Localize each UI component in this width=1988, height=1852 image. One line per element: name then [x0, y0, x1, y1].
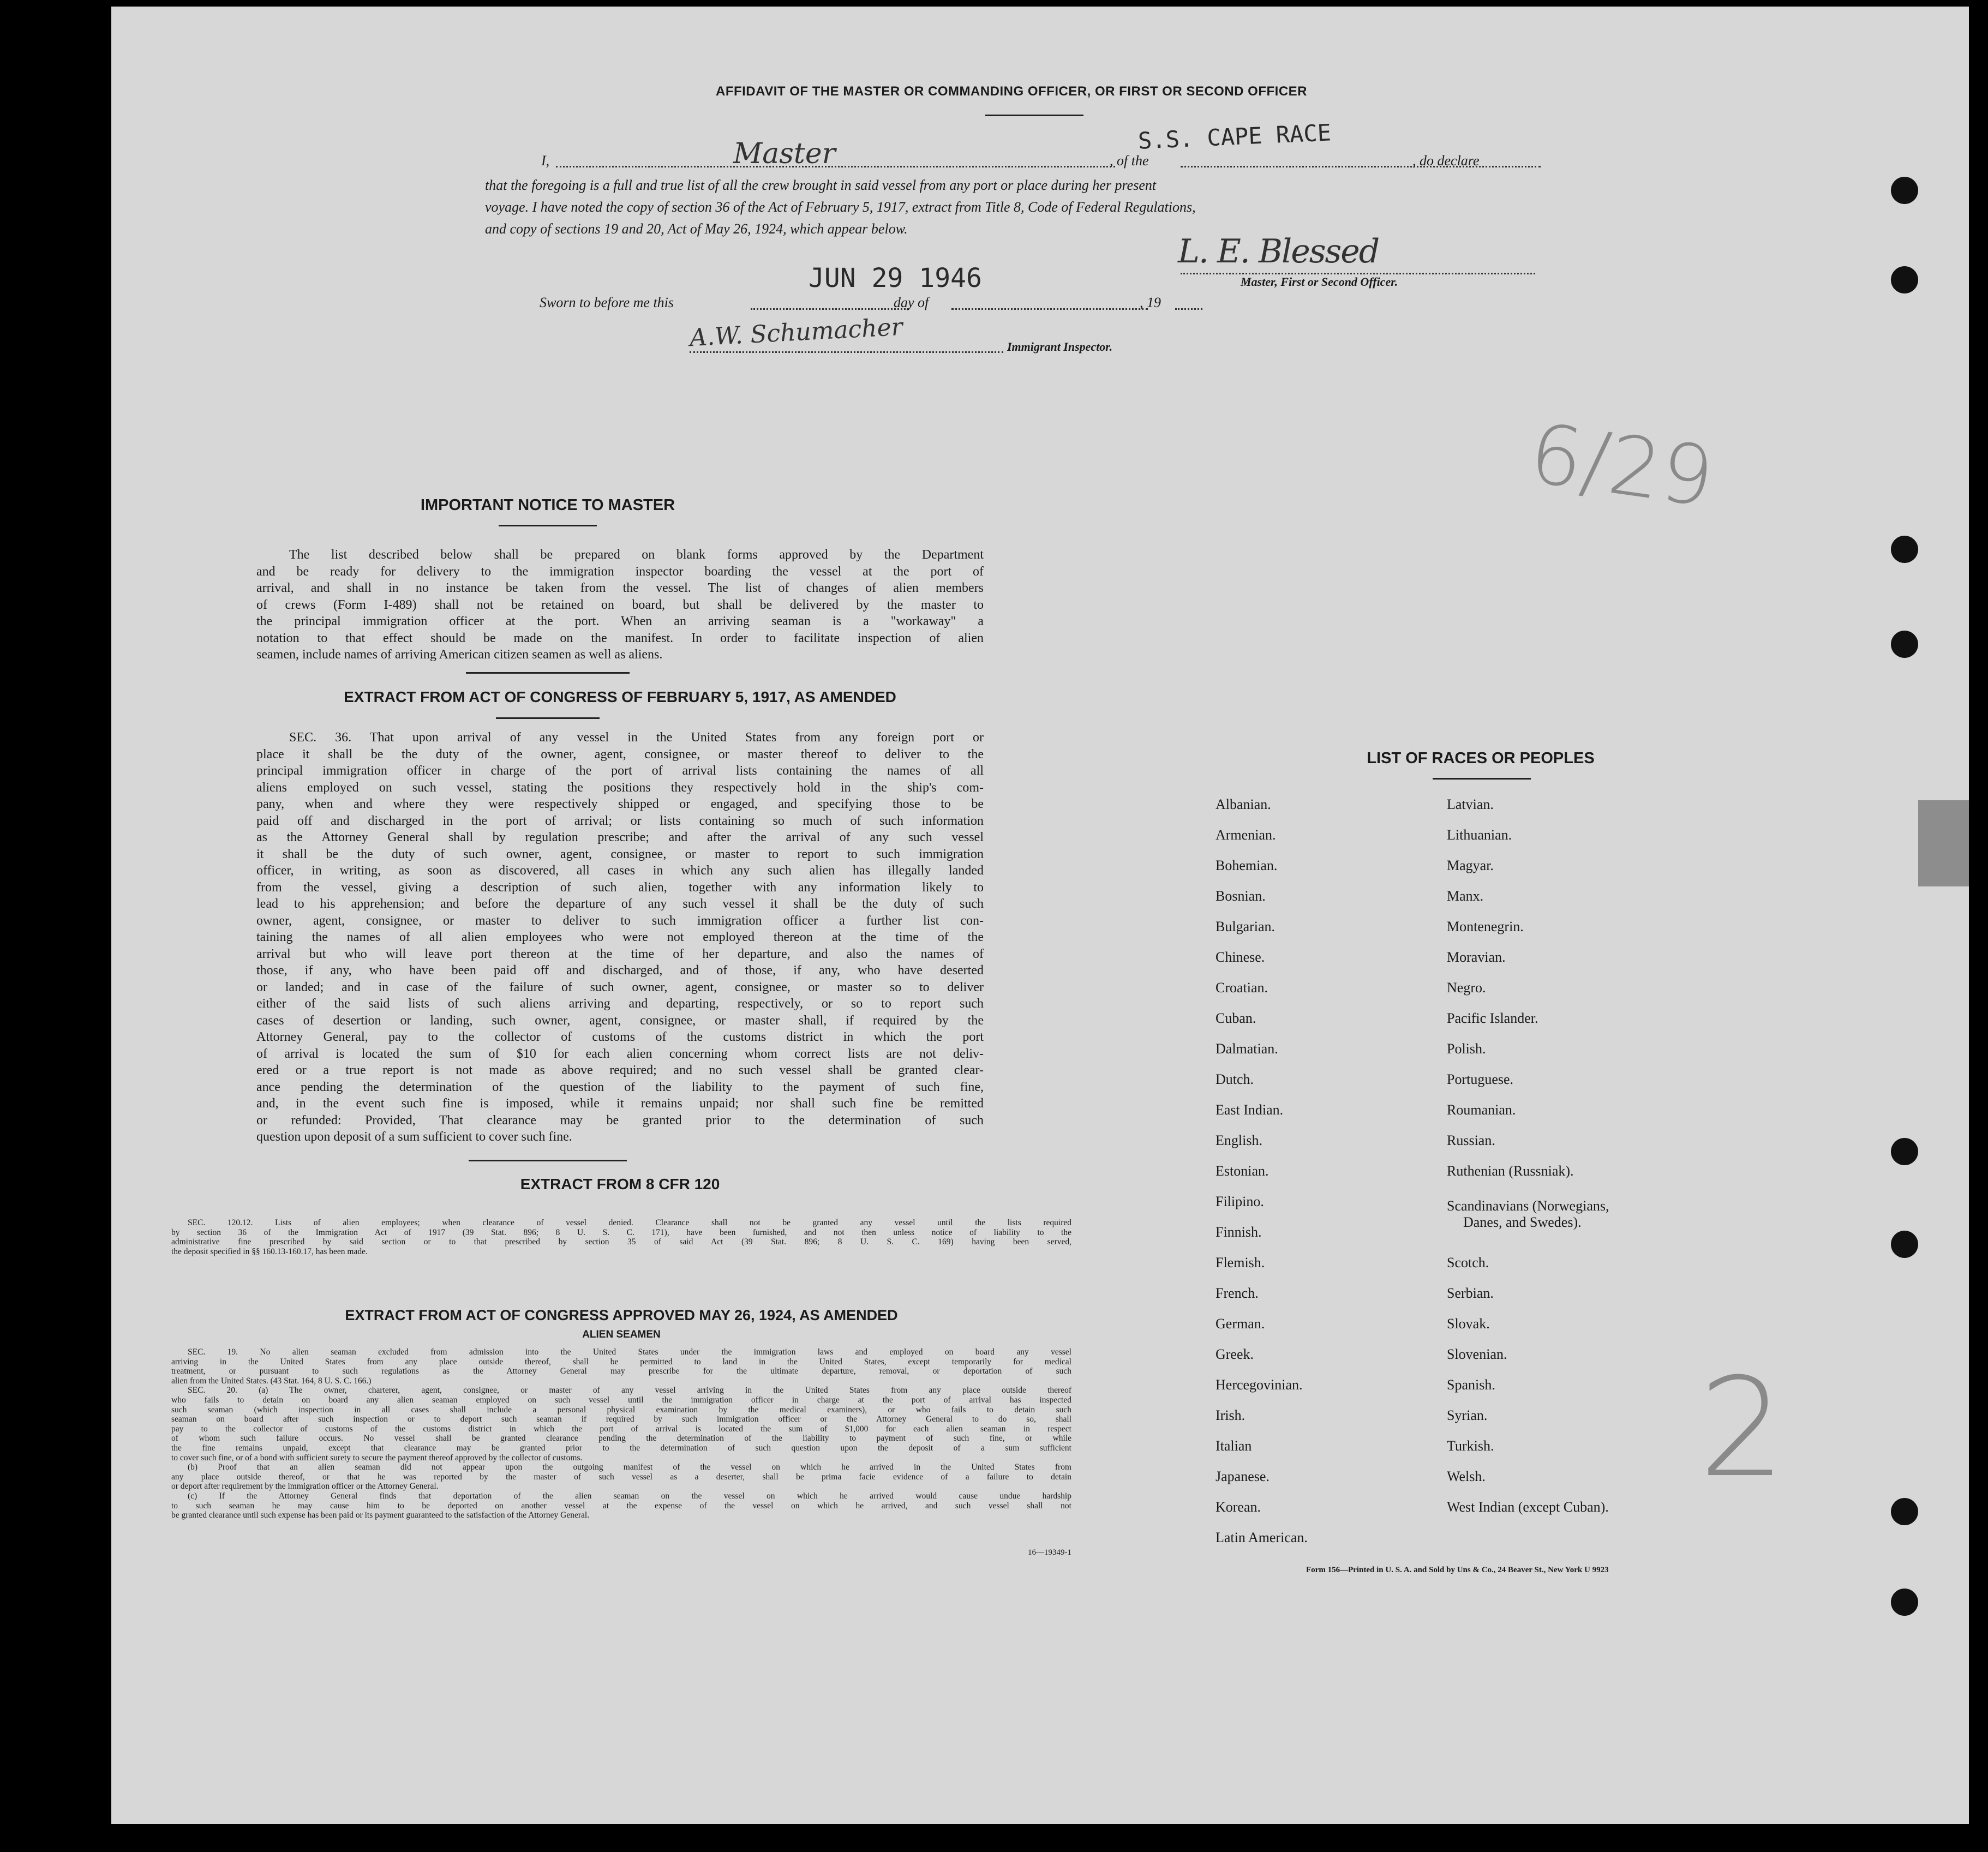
- race-right: Montenegrin.: [1447, 919, 1524, 934]
- extract-1917-title: EXTRACT FROM ACT OF CONGRESS OF FEBRUARY 5, 1917, AS AMENDED: [344, 688, 896, 705]
- master-caption: Master, First or Second Officer.: [1241, 275, 1398, 289]
- affidavit-line-3: voyage. I have noted the copy of section 36 of the Act of February 5, 1917, extract from Title 8, Code of Federal Regulations,: [485, 199, 1196, 215]
- sec-line: be granted clearance until such expense has been paid or its payment guaranteed to the satisfaction of the Attorney General.: [171, 1511, 590, 1520]
- race-right: Negro.: [1447, 980, 1486, 996]
- cfr-line: administrative fine prescribed by said section or to that prescribed by section 35 of said Act (39 Stat. 896; 8 U. S. C. 169) having been served,: [171, 1237, 1071, 1247]
- master-signature-line: [1181, 273, 1535, 274]
- affidavit-i-label: I,: [541, 153, 550, 169]
- sec-36-line: lead to his apprehension; and before the departure of any such vessel it shall be the duty of such: [256, 897, 984, 911]
- extract-1924-body: [171, 1347, 1071, 1520]
- sec-36-line: owner, agent, consignee, or master to deliver to such immigration officer a further list con-: [256, 913, 984, 928]
- notice-line: of crews (Form I-489) shall not be retained on board, but shall be delivered by the master to: [256, 597, 984, 612]
- race-right: Russian.: [1447, 1132, 1495, 1148]
- race-right: Turkish.: [1447, 1438, 1494, 1454]
- affidavit-line-2: that the foregoing is a full and true list of all the crew brought in said vessel from any port or place during her present: [485, 177, 1157, 193]
- sec-line: SEC. 19. No alien seaman excluded from admission into the United States under the immigration laws and employed on board any vessel: [188, 1347, 1071, 1357]
- extract-1917-bottom-divider: [469, 1160, 627, 1161]
- sec-36-line: place it shall be the duty of the owner, agent, consignee, or master thereof to deliver to the: [256, 747, 984, 762]
- race-left: Dalmatian.: [1215, 1041, 1278, 1057]
- race-right: Lithuanian.: [1447, 827, 1512, 843]
- notice-line: notation to that effect should be made on the manifest. In order to facilitate inspection of alien: [256, 631, 984, 645]
- race-right: Portuguese.: [1447, 1071, 1514, 1087]
- sec-36-line: SEC. 36. That upon arrival of any vessel in the United States from any foreign port or: [289, 730, 984, 745]
- form-code: 16—19349-1: [1028, 1548, 1071, 1557]
- notice-title-divider: [499, 525, 597, 526]
- race-left: Latin American.: [1215, 1530, 1308, 1545]
- pencil-page-number: 2: [1699, 1348, 1786, 1507]
- vessel-blank: [1181, 166, 1541, 167]
- sec-36-line: ance pending the determination of the question of the liability to the payment of such fine,: [256, 1080, 984, 1094]
- sec-36-line: question upon deposit of a sum sufficient to cover such fine.: [256, 1130, 572, 1144]
- sec-36-line: or refunded: Provided, That clearance may be granted prior to the determination of such: [256, 1113, 984, 1128]
- binder-hole: [1891, 631, 1918, 658]
- race-right: West Indian (except Cuban).: [1447, 1499, 1609, 1515]
- race-left: Chinese.: [1215, 949, 1265, 965]
- affidavit-of-the: , of the: [1110, 153, 1149, 169]
- sec-line: SEC. 20. (a) The owner, charterer, agent, consignee, or master of any vessel arriving in the United States from any place outside thereof: [188, 1386, 1071, 1395]
- sec-36-line: of arrival is located the sum of $10 for each alien concerning whom correct lists are not deliv-: [256, 1046, 984, 1061]
- race-right: Pacific Islander.: [1447, 1010, 1538, 1026]
- sec-36-line: from the vessel, giving a description of such alien, together with any information likely to: [256, 880, 984, 895]
- race-left: Finnish.: [1215, 1224, 1262, 1240]
- race-right: Latvian.: [1447, 796, 1494, 812]
- race-left: Cuban.: [1215, 1010, 1256, 1026]
- race-left: Japanese.: [1215, 1469, 1270, 1484]
- race-right: Magyar.: [1447, 858, 1494, 873]
- sec-36-line: principal immigration officer in charge of the port of arrival lists containing the names of all: [256, 764, 984, 778]
- sec-line: alien from the United States. (43 Stat. 164, 8 U. S. C. 166.): [171, 1376, 372, 1386]
- cfr-line: SEC. 120.12. Lists of alien employees; when clearance of vessel denied. Clearance shall not be granted any vessel until the lists required: [188, 1218, 1071, 1227]
- sec-line: to such seaman he may cause him to be deported on another vessel at the expense of the vessel on which he arrived, and such vessel shall not: [171, 1501, 1071, 1511]
- notice-line: arrival, and shall in no instance be taken from the vessel. The list of changes of alien members: [256, 581, 984, 595]
- notice-line: seamen, include names of arriving American citizen seamen as well as aliens.: [256, 648, 663, 662]
- sec-36-line: arrival but who will leave port thereon at the time of her departure, and also the names of: [256, 946, 984, 961]
- sworn-month-blank: [951, 308, 1148, 310]
- race-right: Spanish.: [1447, 1377, 1495, 1393]
- race-right: Welsh.: [1447, 1469, 1486, 1484]
- sec-line: seaman on board after such inspection or to deport such seaman if required by such immigration officer or the Attorney General to do so, shall: [171, 1415, 1071, 1424]
- master-name-handwriting: Master: [733, 137, 836, 170]
- extract-1917-body: [256, 729, 984, 1146]
- sec-36-line: taining the names of all alien employees who were not employed thereon at the time of the: [256, 930, 984, 944]
- race-left: Italian: [1215, 1438, 1252, 1454]
- extract-1924-subtitle: ALIEN SEAMEN: [582, 1329, 661, 1340]
- cfr-line: by section 36 of the Immigration Act of 1917 (39 Stat. 896; 8 U. S. C. 171), have been furnished, and not then unless notice of liability to the: [171, 1227, 1071, 1237]
- sec-36-line: Attorney General, pay to the collector of customs of the customs district in which the port: [256, 1030, 984, 1044]
- sec-36-line: aliens employed on such vessel, stating the positions they respectively hold in the ship's com-: [256, 780, 984, 795]
- race-left: Armenian.: [1215, 827, 1276, 843]
- cfr-line: the deposit specified in §§ 160.13-160.17, has been made.: [171, 1246, 368, 1256]
- sec-line: (c) If the Attorney General finds that deportation of the alien seaman on the vessel on which he arrived would cause undue hardship: [188, 1491, 1071, 1501]
- sec-36-line: cases of desertion or landing, such owner, agent, consignee, or master shall, if required by the: [256, 1013, 984, 1028]
- sec-line: the fine remains unpaid, except that clearance may be granted prior to the determination of such question upon the deposit of a sum sufficient: [171, 1443, 1071, 1453]
- race-left: Albanian.: [1215, 796, 1271, 812]
- sworn-day-blank: [751, 308, 909, 310]
- sec-line: pay to the collector of customs of the customs district in which the port of arrival is located the sum of $1,000 for each alien seaman in respect: [171, 1424, 1071, 1434]
- notice-line: the principal immigration officer at the port. When an arriving seaman is a "workaway" a: [256, 614, 984, 628]
- sec-line: or deport after requirement by the immigration officer or the Attorney General.: [171, 1482, 439, 1491]
- race-right: Scotch.: [1447, 1255, 1489, 1270]
- notice-body: [256, 547, 984, 663]
- race-right: Ruthenian (Russniak).: [1447, 1163, 1574, 1179]
- sec-36-line: those, if any, who have been paid off and discharged, and of those, if any, who have deserted: [256, 963, 984, 978]
- race-left: Flemish.: [1215, 1255, 1265, 1270]
- race-right: Moravian.: [1447, 949, 1506, 965]
- race-left: Croatian.: [1215, 980, 1268, 996]
- sec-36-line: and, in the event such fine is imposed, while it remains unpaid; nor shall such fine be remitted: [256, 1096, 984, 1111]
- inspector-signature: A.W. Schumacher: [688, 313, 903, 352]
- sec-36-line: it shall be the duty of such owner, agent, consignee, or master to report to such immigration: [256, 847, 984, 861]
- race-right: Roumanian.: [1447, 1102, 1516, 1118]
- sec-line: arriving in the United States from any place outside thereof, shall be permitted to land in the United States, except temporarily for medical: [171, 1357, 1071, 1366]
- race-left: Korean.: [1215, 1499, 1261, 1515]
- race-right: Slovak.: [1447, 1316, 1490, 1332]
- sec-36-line: paid off and discharged in the port of arrival; or lists containing so much of such information: [256, 813, 984, 828]
- sec-line: to cover such fine, or of a bond with sufficient surety to secure the payment thereof approved by the collector of customs.: [171, 1453, 583, 1463]
- race-left: Hercegovinian.: [1215, 1377, 1303, 1393]
- sec-36-line: as the Attorney General shall by regulation prescribe; and after the arrival of any such vessel: [256, 830, 984, 844]
- form-footer-note: Form 156—Printed in U. S. A. and Sold by Uns & Co., 24 Beaver St., New York U 9923: [1306, 1566, 1609, 1574]
- title-divider: [985, 115, 1083, 116]
- notice-line: and be ready for delivery to the immigration inspector boarding the vessel at the port of: [256, 564, 984, 579]
- race-left: Irish.: [1215, 1407, 1246, 1423]
- sec-line: (b) Proof that an alien seaman did not appear upon the outgoing manifest of the vessel on which he arrived in the United States from: [188, 1463, 1071, 1472]
- inspector-caption: Immigrant Inspector.: [1007, 340, 1113, 353]
- sworn-year-blank: [1175, 308, 1202, 310]
- race-left: Bulgarian.: [1215, 919, 1276, 934]
- race-left: East Indian.: [1215, 1102, 1284, 1118]
- binder-hole: [1891, 266, 1918, 293]
- sworn-day-of: day of: [894, 295, 929, 310]
- sec-36-line: or landed; and in case of the failure of such owner, agent, consignee, or master so to deliver: [256, 980, 984, 994]
- notice-bottom-divider: [466, 672, 630, 674]
- race-left: French.: [1215, 1285, 1259, 1301]
- binder-hole: [1891, 1498, 1918, 1525]
- race-right: Serbian.: [1447, 1285, 1494, 1301]
- affidavit-line-4: and copy of sections 19 and 20, Act of May 26, 1924, which appear below.: [485, 221, 908, 237]
- sec-line: any place outside thereof, or that he was reported by the master of such vessel as a deserter, shall be prima facie evidence of a failure to detain: [171, 1472, 1071, 1482]
- sec-line: of whom such failure occurs. No vessel shall be granted clearance pending the determination of the liability to payment of such fine, or while: [171, 1434, 1071, 1443]
- binder-hole: [1891, 1138, 1918, 1165]
- cfr-body: [171, 1218, 1071, 1256]
- race-left: Filipino.: [1215, 1194, 1264, 1209]
- notice-title: IMPORTANT NOTICE TO MASTER: [420, 496, 675, 514]
- sec-36-line: ered or a true report is not made as above required; and no such vessel shall be granted clear-: [256, 1063, 984, 1077]
- races-title-divider: [1433, 778, 1531, 780]
- date-stamp: JUN 29 1946: [809, 263, 982, 293]
- sworn-year: , 19: [1140, 295, 1161, 310]
- pencil-date-note: 6/29: [1524, 406, 1720, 526]
- sworn-label: Sworn to before me this: [540, 295, 674, 310]
- extract-1924-title: EXTRACT FROM ACT OF CONGRESS APPROVED MAY 26, 1924, AS AMENDED: [345, 1307, 898, 1323]
- cfr-title: EXTRACT FROM 8 CFR 120: [520, 1176, 720, 1192]
- race-left: Bosnian.: [1215, 888, 1266, 904]
- binder-hole: [1891, 536, 1918, 563]
- race-right: Slovenian.: [1447, 1346, 1507, 1362]
- affidavit-do-declare: , do declare: [1412, 153, 1480, 169]
- document-sheet: [111, 7, 1969, 1824]
- vessel-name-stamp: S.S. CAPE RACE: [1137, 119, 1332, 154]
- race-right: Polish.: [1447, 1041, 1486, 1057]
- binder-hole: [1891, 1231, 1918, 1258]
- binder-tab: [1918, 800, 1969, 886]
- name-blank: [556, 166, 1115, 167]
- sec-36-line: pany, when and where they were respectively shipped or engaged, and specifying those to be: [256, 797, 984, 811]
- race-left: Greek.: [1215, 1346, 1254, 1362]
- race-left: Estonian.: [1215, 1163, 1269, 1179]
- extract-1917-divider: [496, 717, 600, 719]
- races-title: LIST OF RACES OR PEOPLES: [1367, 750, 1595, 767]
- race-right: Scandinavians (Norwegians,: [1447, 1198, 1609, 1214]
- affidavit-title: AFFIDAVIT OF THE MASTER OR COMMANDING OFFICER, OR FIRST OR SECOND OFFICER: [715, 84, 1308, 99]
- master-signature: L. E. Blessed: [1178, 232, 1379, 271]
- race-left: German.: [1215, 1316, 1265, 1332]
- race-right: Danes, and Swedes).: [1463, 1214, 1582, 1230]
- sec-36-line: either of the said lists of such aliens arriving and departing, respectively, or so to report such: [256, 997, 984, 1011]
- race-left: English.: [1215, 1132, 1262, 1148]
- sec-36-line: officer, in writing, as soon as discovered, all cases in which any such alien has illegally landed: [256, 864, 984, 878]
- race-right: Manx.: [1447, 888, 1484, 904]
- binder-hole: [1891, 1589, 1918, 1616]
- sec-line: treatment, or pursuant to such regulations as the Attorney General may prescribe for the ultimate departure, removal, or deportation of such: [171, 1366, 1071, 1376]
- sec-line: who fails to detain on board any alien seaman employed on such vessel until the immigration officer in charge at the port of arrival has inspected: [171, 1395, 1071, 1405]
- inspector-signature-line: [690, 351, 1003, 353]
- notice-line: The list described below shall be prepared on blank forms approved by the Department: [289, 548, 984, 562]
- race-left: Dutch.: [1215, 1071, 1254, 1087]
- race-right: Syrian.: [1447, 1407, 1488, 1423]
- binder-hole: [1891, 177, 1918, 204]
- sec-line: such seaman (which inspection in all cases shall include a personal physical examination by the medical examiners), or who fails to detain such: [171, 1405, 1071, 1415]
- race-left: Bohemian.: [1215, 858, 1278, 873]
